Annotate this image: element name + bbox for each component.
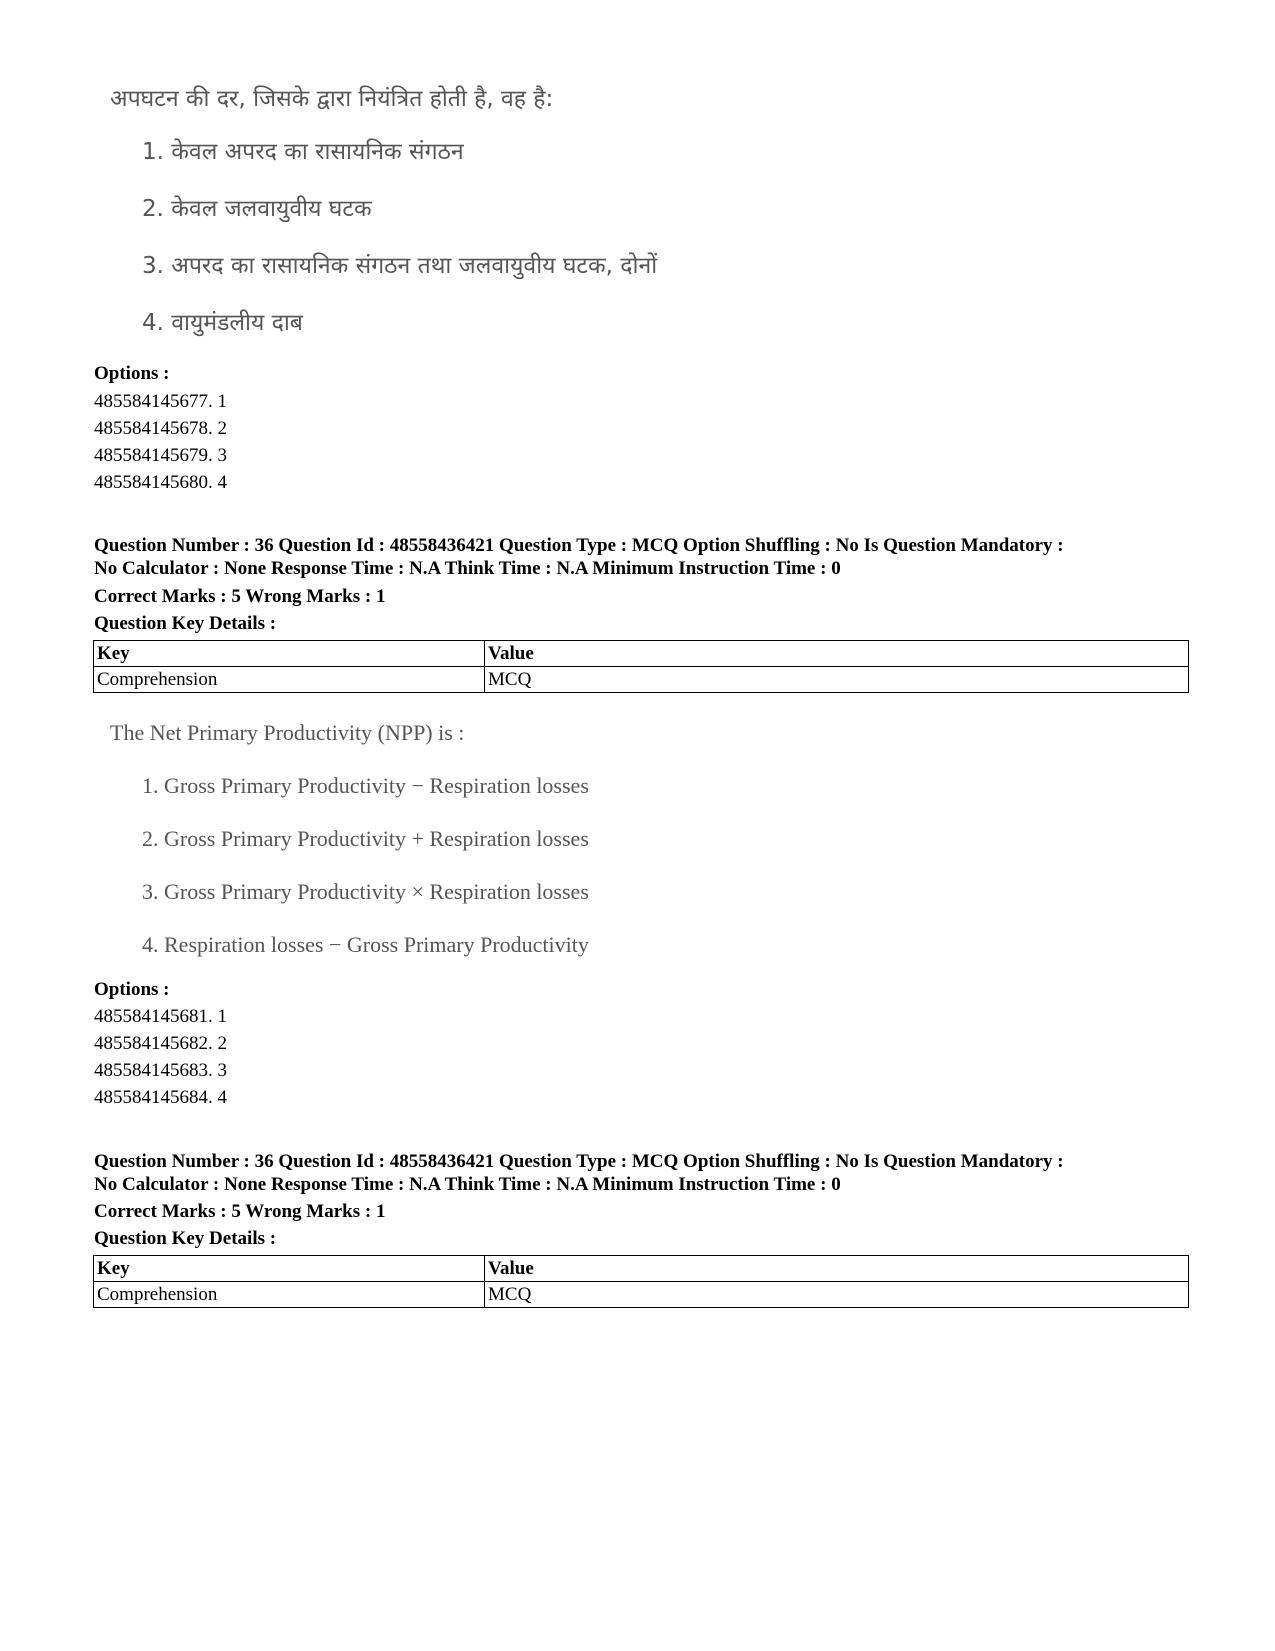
question-35-options-list <box>94 388 227 496</box>
option-line: 485584145677. 1 <box>94 391 227 412</box>
question-35-item-1: 1. केवल अपरद का रासायनिक संगठन <box>142 139 464 165</box>
table-row <box>94 667 1189 693</box>
option-line: 485584145679. 3 <box>94 445 227 466</box>
question-meta-line-2: No Calculator : None Response Time : N.A Think Time : N.A Minimum Instruction Time : 0 <box>94 558 841 579</box>
question-meta-line-2: No Calculator : None Response Time : N.A Think Time : N.A Minimum Instruction Time : 0 <box>94 1174 841 1195</box>
table-cell-value: MCQ <box>485 667 1189 693</box>
question-36-item-1: 1. Gross Primary Productivity − Respiration losses <box>142 773 589 798</box>
option-line: 485584145678. 2 <box>94 418 227 439</box>
option-line: 485584145683. 3 <box>94 1060 227 1081</box>
question-36-options-list <box>94 1003 227 1111</box>
table-header-row <box>94 641 1189 667</box>
table-header-key: Key <box>94 1256 485 1282</box>
question-36b-marks: Correct Marks : 5 Wrong Marks : 1 <box>94 1201 386 1222</box>
option-line: 485584145681. 1 <box>94 1006 227 1027</box>
question-36b-key-details-label: Question Key Details : <box>94 1228 277 1249</box>
question-36-options-label: Options : <box>94 979 170 1000</box>
table-header-value: Value <box>485 1256 1189 1282</box>
question-36-item-3: 3. Gross Primary Productivity × Respiration losses <box>142 879 589 904</box>
option-line: 485584145682. 2 <box>94 1033 227 1054</box>
question-36-item-4: 4. Respiration losses − Gross Primary Productivity <box>142 932 589 957</box>
question-36-key-details-label: Question Key Details : <box>94 613 277 634</box>
question-35-image <box>110 84 657 365</box>
question-meta-line-1: Question Number : 36 Question Id : 48558436421 Question Type : MCQ Option Shuffling : No Is Question Mandatory : <box>94 535 1064 556</box>
question-36b-key-table <box>93 1255 1189 1308</box>
question-35-options-label: Options : <box>94 363 170 384</box>
table-cell-key: Comprehension <box>94 667 485 693</box>
question-35-item-2: 2. केवल जलवायुवीय घटक <box>142 196 372 222</box>
question-36-image <box>110 718 589 983</box>
table-cell-key: Comprehension <box>94 1282 485 1308</box>
question-36-key-table <box>93 640 1189 693</box>
question-36-meta <box>94 534 1174 580</box>
table-header-row <box>94 1256 1189 1282</box>
question-36-stem: The Net Primary Productivity (NPP) is : <box>110 720 465 745</box>
option-line: 485584145684. 4 <box>94 1087 227 1108</box>
question-36-marks: Correct Marks : 5 Wrong Marks : 1 <box>94 586 386 607</box>
question-36b-meta <box>94 1150 1174 1196</box>
question-meta-line-1: Question Number : 36 Question Id : 48558436421 Question Type : MCQ Option Shuffling : No Is Question Mandatory : <box>94 1151 1064 1172</box>
option-line: 485584145680. 4 <box>94 472 227 493</box>
question-36-item-2: 2. Gross Primary Productivity + Respiration losses <box>142 826 589 851</box>
table-row <box>94 1282 1189 1308</box>
question-35-item-4: 4. वायुमंडलीय दाब <box>142 310 303 336</box>
question-35-stem: अपघटन की दर, जिसके द्वारा नियंत्रित होती है, वह है: <box>110 86 554 112</box>
table-header-value: Value <box>485 641 1189 667</box>
question-35-item-3: 3. अपरद का रासायनिक संगठन तथा जलवायुवीय घटक, दोनों <box>142 253 658 279</box>
table-cell-value: MCQ <box>485 1282 1189 1308</box>
table-header-key: Key <box>94 641 485 667</box>
